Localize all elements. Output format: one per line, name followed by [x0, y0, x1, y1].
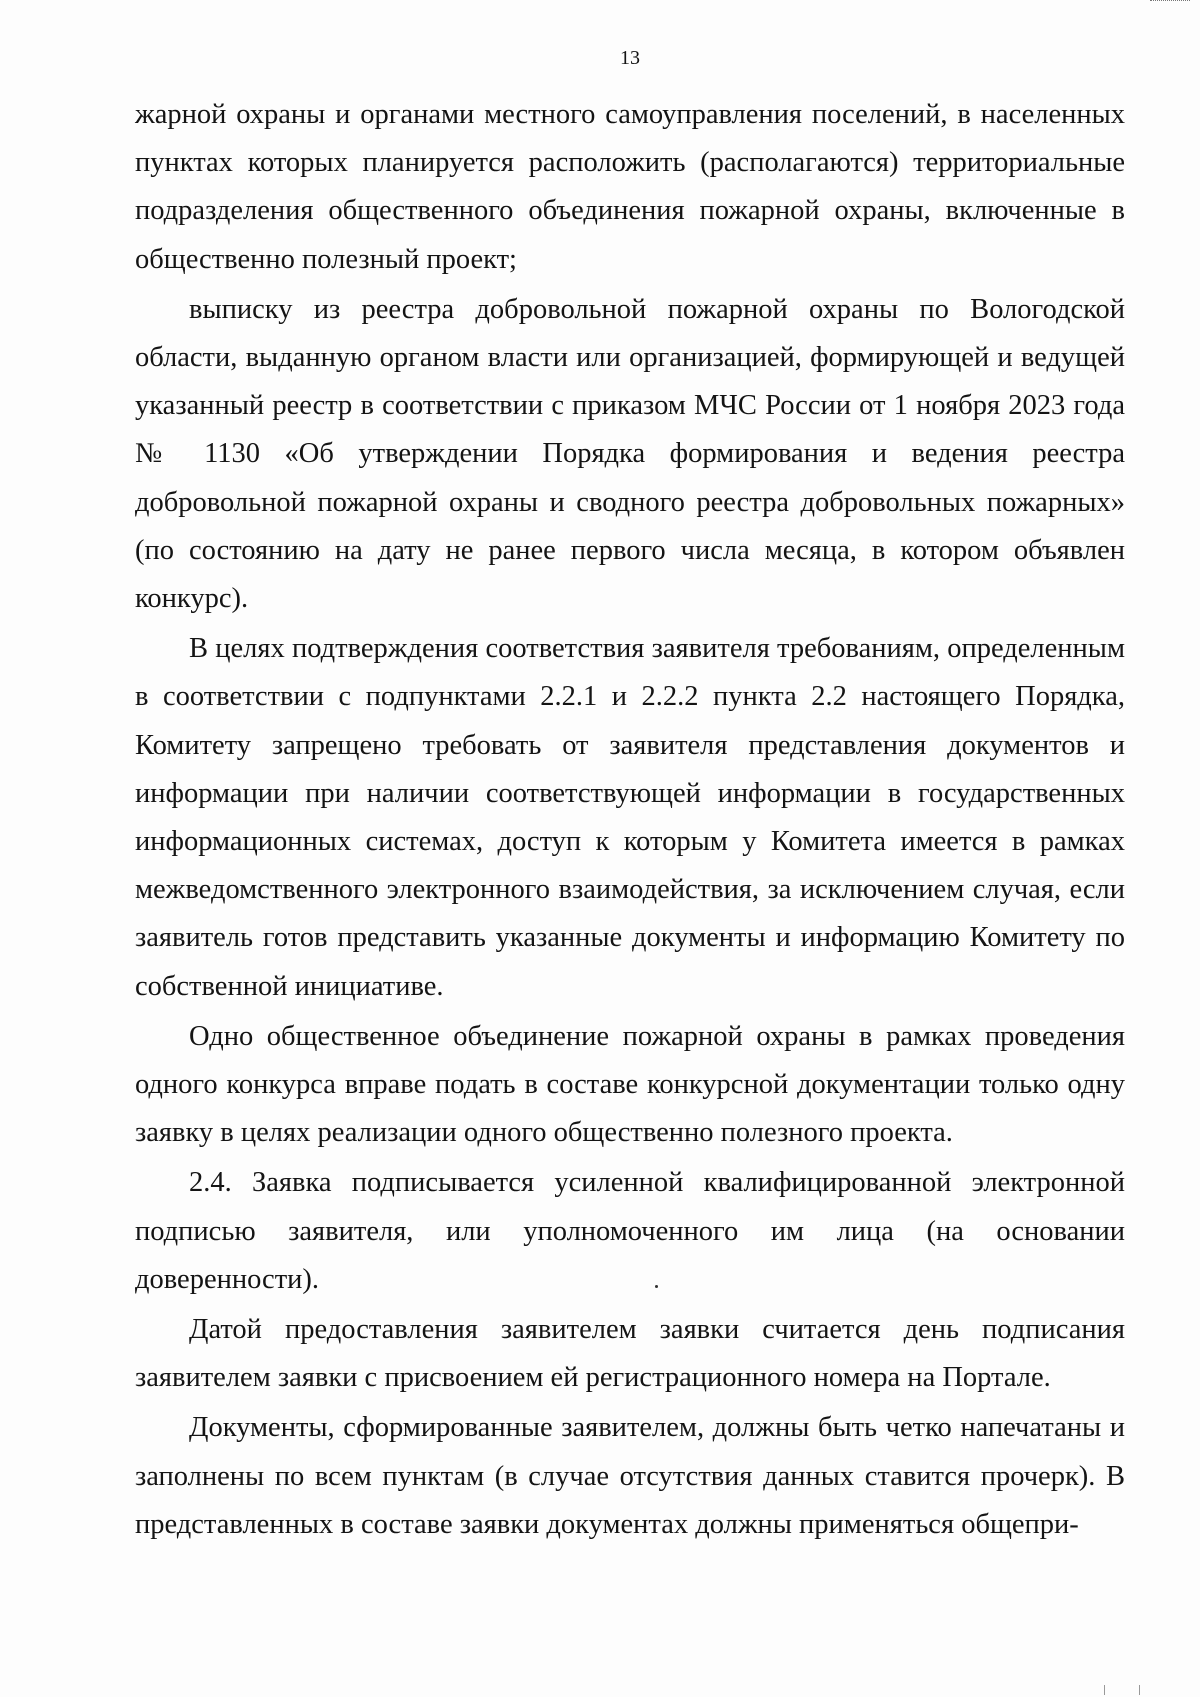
paragraph-single-application: Одно общественное объединение пожарной охраны в рамках проведения одного конкурса вправе подать в составе конкурсной документации только одну заявку в целях реализации одного общественно полезного проекта.	[135, 1020, 1125, 1149]
paragraph-registry-extract: выписку из реестра добровольной пожарной охраны по Вологодской области, выданную органом власти или организацией, формирующей и ведущей указанный реестр в соответствии с приказом МЧС России от 1 ноября 2023 года № 1130 «Об утверждении Порядка формирования и ведения реестра добровольной пожарной охраны и сводного реестра добровольных пожарных» (по состоянию на дату не ранее первого числа месяца, в котором объявлен конкурс).	[135, 293, 1125, 615]
paragraph-submission-date: Датой предоставления заявителем заявки считается день подписания заявителем заявки с присвоением ей регистрационного номера на Портале.	[135, 1314, 1125, 1394]
scan-edge-mark-bottom	[1104, 1685, 1140, 1695]
paragraph-section-2-4: 2.4. Заявка подписывается усиленной квалифицированной электронной подписью заявителя, или уполномоченного им лица (на основании доверенности).	[135, 1167, 1125, 1295]
paragraph-compliance-verification: В целях подтверждения соответствия заявителя требованиям, определенным в соответствии с подпунктами 2.2.1 и 2.2.2 пункта 2.2 настоящего Порядка, Комитету запрещено требовать от заявителя представления документов и информации при наличии соответствующей информации в государственных информационных системах, доступ к которым у Комитета имеется в рамках межведомственного электронного взаимодействия, за исключением случая, если заявитель готов представить указанные документы и информацию Комитету по собственной инициативе.	[135, 633, 1125, 1002]
scan-edge-mark	[1150, 0, 1190, 4]
paragraph-owner-list-end: жарной охраны и органами местного самоуправления поселений, в населенных пунктах которых планируется расположить (располагаются) территориальные подразделения общественного объединения пожарной охраны, включенные в общественно полезный проект;	[135, 99, 1125, 275]
scan-speck	[655, 1285, 658, 1288]
document-body	[135, 91, 1125, 1549]
page-number: 13	[620, 47, 640, 69]
paragraph-document-requirements: Документы, сформированные заявителем, должны быть четко напечатаны и заполнены по всем пунктам (в случае отсутствия данных ставится прочерк). В представленных в составе заявки документах должны применяться общепри-	[135, 1412, 1125, 1540]
